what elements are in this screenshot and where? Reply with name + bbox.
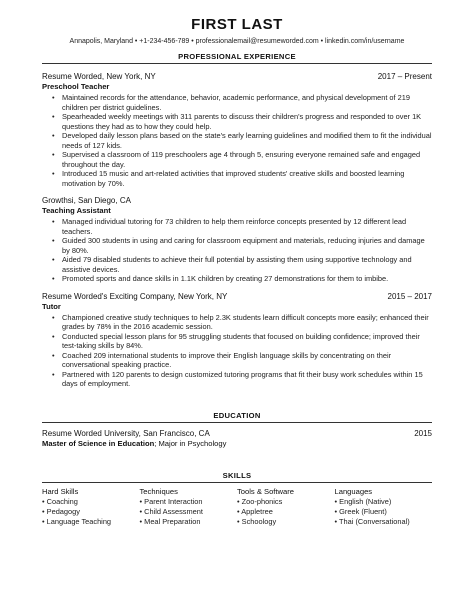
school-line [42,429,210,439]
degree-major: ; Major in Psychology [154,438,227,448]
bullet-item: • Supervised a classroom of 119 preschoolers age 4 through 5, ensuring everyone remained safe and engaged throughout the day. [62,150,432,169]
skill-item: • Appletree [237,507,335,517]
job-bullets [42,217,432,284]
skill-item: • English (Native) [335,497,433,507]
job-entry [42,292,432,389]
job-role: Teaching Assistant [42,206,111,215]
bullet-item: • Coached 209 international students to improve their English language skills by concentrating on their conversational speaking practice. [62,351,432,370]
skills-section [42,471,432,527]
skill-item: • Thai (Conversational) [335,517,433,527]
skill-item: • Zoo-phonics [237,497,335,507]
job-bullets [42,313,432,389]
skill-item: • Pedagogy [42,507,140,517]
bullet-item: • Conducted special lesson plans for 95 struggling students that focused on building confidence; improved their test-taking skills by 84%. [62,332,432,351]
skill-column-heading: Techniques [139,486,178,496]
degree-name: Master of Science in Education [42,438,155,448]
section-divider [42,422,432,423]
skill-item: • Language Teaching [42,517,140,527]
bullet-item: • Aided 79 disabled students to achieve their full potential by assisting them using supportive technology and assistive devices. [62,255,432,274]
skill-column [237,487,335,527]
candidate-name: FIRST LAST [191,16,283,33]
degree-line [42,439,432,449]
skill-column [42,487,140,527]
skills-grid [42,487,432,527]
job-role: Preschool Teacher [42,82,110,91]
bullet-item: • Championed creative study techniques to help 2.3K students learn difficult concepts more easily; enhanced their grades by 78% in the 2016 academic session. [62,313,432,332]
section-divider [42,482,432,483]
job-entry [42,72,432,188]
skill-column-heading: Languages [334,486,373,496]
bullet-item: • Spearheaded weekly meetings with 311 parents to discuss their children's progress and responded to over 1K questions they had as to how they could help. [62,112,432,131]
job-entry [42,196,432,284]
job-company: Resume Worded, New York, NY [42,72,156,81]
graduation-year: 2015 [414,428,432,438]
skill-column-heading: Hard Skills [42,486,79,496]
experience-section [42,52,432,389]
skill-item: • Meal Preparation [140,517,238,527]
skill-column [140,487,238,527]
job-dates: 2015 – 2017 [387,291,432,301]
skill-column [335,487,433,527]
skills-heading: SKILLS [222,470,252,480]
bullet-item: • Guided 300 students in using and caring for classroom equipment and materials, reducing injuries and damage by 80%. [62,236,432,255]
school-location: San Francisco, CA [140,428,210,438]
skill-item: • Greek (Fluent) [335,507,433,517]
skill-item: • Schoology [237,517,335,527]
bullet-item: • Developed daily lesson plans based on the state's early learning guidelines and modified them to fit the individual needs of 127 kids. [62,131,432,150]
job-company: Growthsi, San Diego, CA [42,196,131,205]
experience-heading: PROFESSIONAL EXPERIENCE [178,52,296,61]
contact-line: Annapolis, Maryland • +1-234-456-789 • professionalemail@resumeworded.com • linkedin.com/in/username [69,38,405,45]
bullet-item: • Partnered with 120 parents to design customized tutoring programs that fit their busy work schedules within 15 days of employment. [62,370,432,389]
job-company: Resume Worded's Exciting Company, New York, NY [42,291,228,301]
skill-item: • Coaching [42,497,140,507]
bullet-item: • Promoted sports and dance skills in 1.1K children by creating 27 demonstrations for them to imbibe. [62,274,432,284]
job-dates: 2017 – Present [377,72,432,81]
bullet-item: • Introduced 15 music and art-related activities that improved students' creative skills and boosted learning motivation by 70%. [62,169,432,188]
skill-item: • Child Assessment [140,507,238,517]
job-bullets [42,93,432,188]
job-role: Tutor [42,301,61,311]
bullet-item: • Maintained records for the attendance, behavior, academic performance, and physical development of 219 children per district guidelines. [62,93,432,112]
education-heading: EDUCATION [213,410,261,420]
skill-column-heading: Tools & Software [237,486,294,496]
bullet-item: • Managed individual tutoring for 73 children to help them reinforce concepts presented by 12 different lead teachers. [62,217,432,236]
school-name: Resume Worded University, [42,428,141,438]
education-section [42,411,432,449]
skill-item: • Parent Interaction [140,497,238,507]
section-divider [42,63,432,64]
